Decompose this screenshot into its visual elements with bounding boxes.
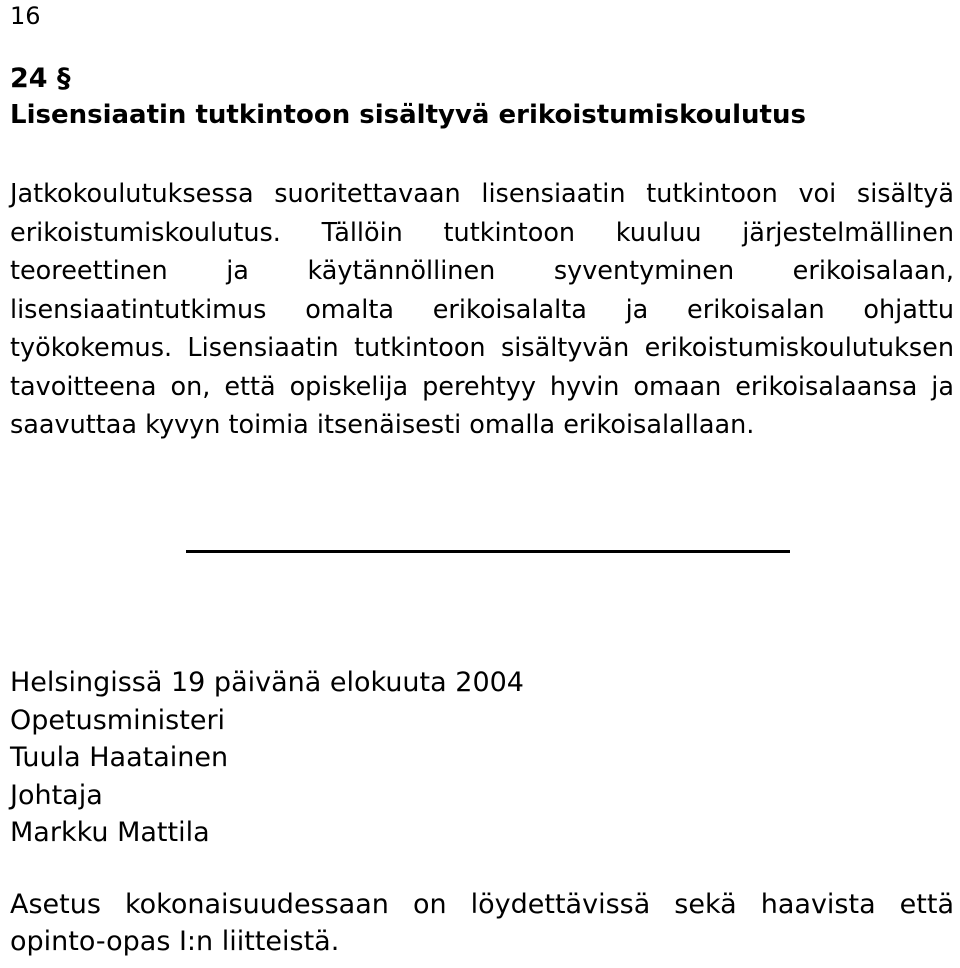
director-name: Markku Mattila [10, 817, 210, 848]
section-number: 24 § [10, 63, 71, 94]
place-date: Helsingissä 19 päivänä elokuuta 2004 [10, 667, 524, 698]
footer-note: Asetus kokonaisuudessaan on löydettävissä sekä haavista että opinto-opas I:n liitteistä. [10, 889, 954, 957]
page-number: 16 [10, 2, 41, 30]
section-divider [186, 550, 790, 553]
signature-block [10, 664, 524, 852]
body-paragraph: Jatkokoulutuksessa suoritettavaan lisensiaatin tutkintoon voi sisältyä erikoistumiskoulutus. Tällöin tutkintoon kuuluu järjestelmällinen teoreettinen ja käytännöllinen syventyminen erikoisalaan, lisensiaatintutkimus omalta erikoisalalta ja erikoisalan ohjattu työkokemus. Lisensiaatin tutkintoon sisältyvän erikoistumiskoulutuksen tavoitteena on, että opiskelija perehtyy hyvin omaan erikoisalaansa ja saavuttaa kyvyn toimia itsenäisesti omalla erikoisalallaan. [10, 179, 954, 440]
minister-title: Opetusministeri [10, 704, 226, 736]
section-title: Lisensiaatin tutkintoon sisältyvä erikoistumiskoulutus [10, 100, 806, 130]
minister-name: Tuula Haatainen [10, 742, 229, 773]
document-page [10, 0, 954, 968]
director-title: Johtaja [10, 779, 103, 811]
